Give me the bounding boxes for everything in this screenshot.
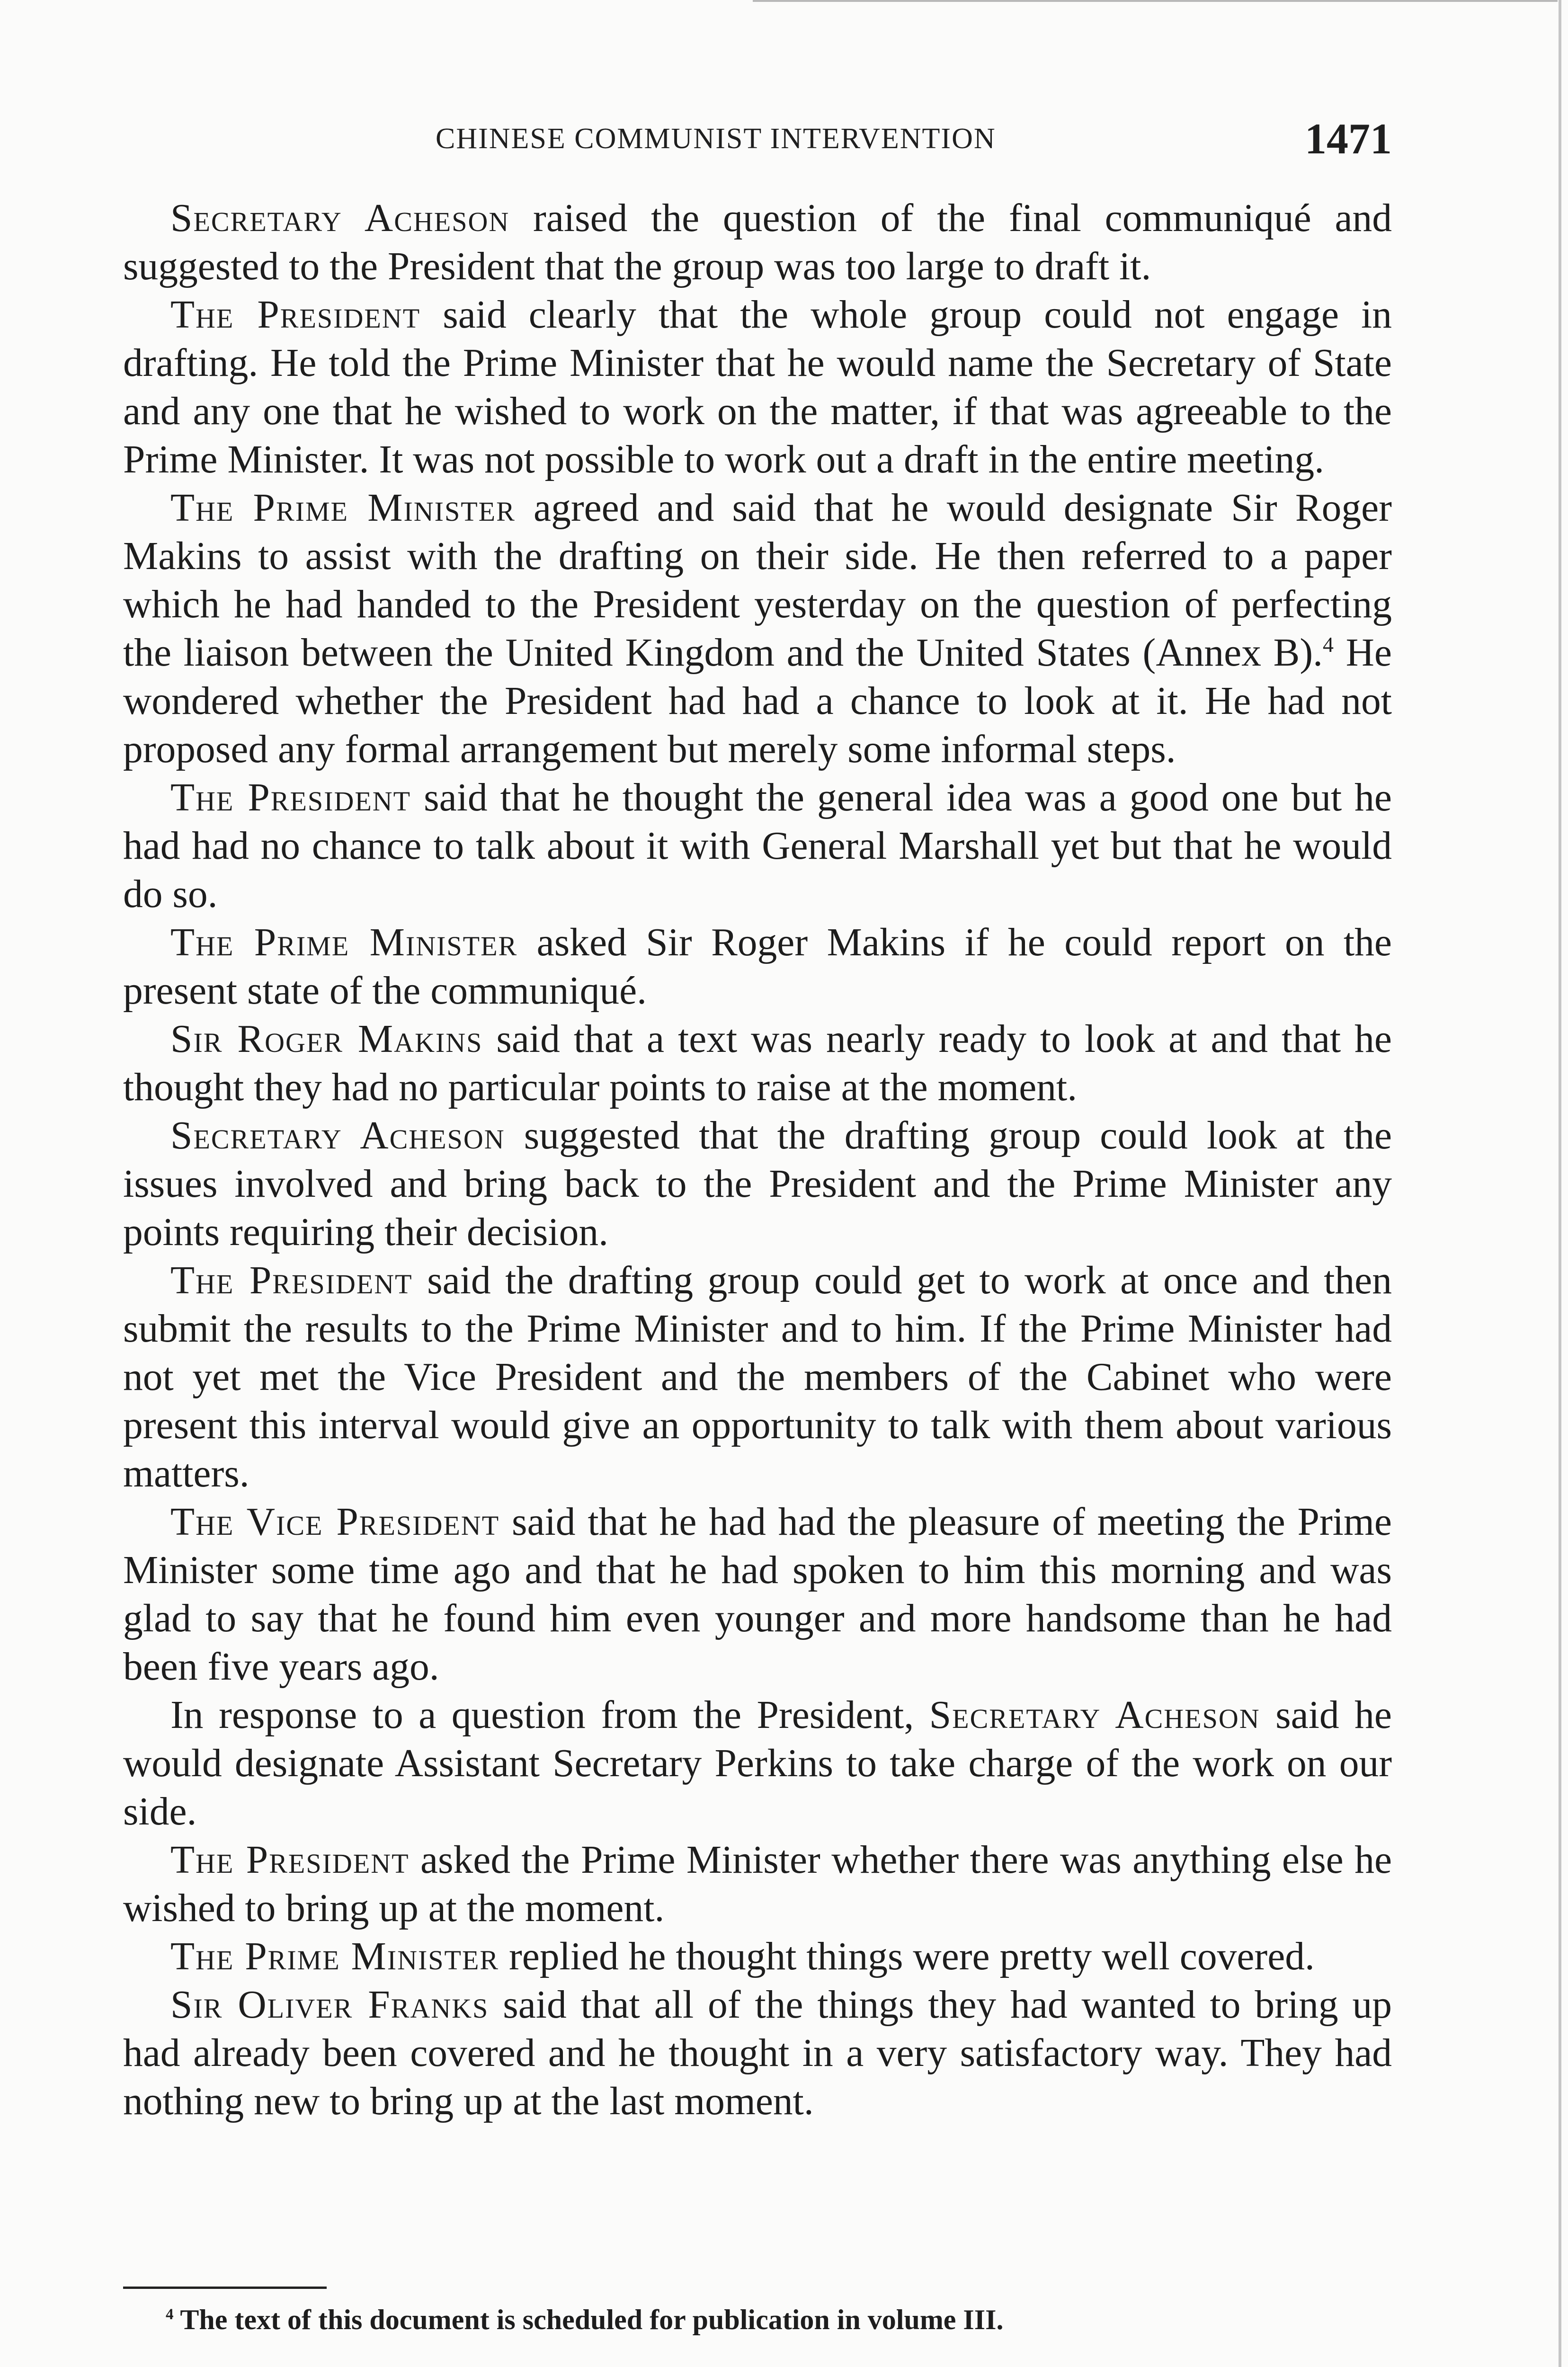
footnote-divider [123,2287,327,2289]
paragraph-10 [123,1691,1392,1836]
paragraph-9 [123,1498,1392,1691]
speaker-name: Secretary Acheson [929,1693,1260,1737]
paragraph-11 [123,1836,1392,1932]
paragraph-text: said clearly that the whole group could not engage in drafting. He told the Prime Minister that he would name the Secretary of State and any one that he wished to work on the matter, if that was agreeable to the Prime Minister. It was not possible to work out a draft in the entire meeting. [123,293,1392,481]
speaker-name: The President [170,1259,413,1302]
paragraph-text: suggested that the drafting group could look at the issues involved and bring back to the President and the Prime Minister any points requiring their decision. [123,1114,1392,1254]
paragraph-7 [123,1112,1392,1256]
paragraph-2 [123,291,1392,484]
page-header [123,114,1392,170]
speaker-name: Sir Oliver Franks [170,1983,489,2027]
paragraph-lead-text: In response to a question from the President, [170,1693,929,1737]
footnote-text: The text of this document is scheduled for publication in volume III. [173,2304,1004,2335]
footnote [123,2301,1392,2339]
speaker-name: The Prime Minister [170,486,516,530]
paragraph-6 [123,1015,1392,1112]
paragraph-text-continued: He wondered whether the President had had a chance to look at it. He had not proposed any formal arrangement but merely some informal steps. [123,631,1392,771]
paragraph-8 [123,1256,1392,1498]
paragraph-text: said that all of the things they had wanted to bring up had already been covered and he thought in a very satisfactory way. They had nothing new to bring up at the last moment. [123,1983,1392,2123]
scan-top-edge [753,0,1558,2]
paragraph-text: asked Sir Roger Makins if he could report on the present state of the communiqué. [123,921,1392,1013]
paragraph-5 [123,918,1392,1015]
paragraph-text: agreed and said that he would designate Sir Roger Makins to assist with the drafting on their side. He then referred to a paper which he had handed to the President yesterday on the question of perfecting the liaison between the United Kingdom and the United States (Annex B). [123,486,1392,675]
speaker-name: The Prime Minister [170,1935,499,1978]
paragraph-text: said that a text was nearly ready to look at and that he thought they had no particular points to raise at the moment. [123,1017,1392,1109]
page-number: 1471 [1305,115,1392,163]
scan-right-edge [1559,0,1561,2367]
paragraph-13 [123,1981,1392,2126]
speaker-name: The Vice President [170,1500,500,1544]
footnote-number: 4 [166,2306,174,2323]
running-title: CHINESE COMMUNIST INTERVENTION [436,123,996,155]
footnote-reference[interactable]: 4 [1323,632,1334,657]
paragraph-text: replied he thought things were pretty well covered. [499,1935,1315,1978]
speaker-name: Sir Roger Makins [170,1017,483,1061]
speaker-name: Secretary Acheson [170,1114,505,1157]
speaker-name: The Prime Minister [170,921,518,964]
paragraph-text: asked the Prime Minister whether there was anything else he wished to bring up at the moment. [123,1838,1392,1930]
paragraph-text: said that he thought the general idea was a good one but he had had no chance to talk about it with General Marshall yet but that he would do so. [123,776,1392,916]
paragraph-text: said the drafting group could get to work at once and then submit the results to the Prime Minister and to him. If the Prime Minister had not yet met the Vice President and the members of the Cabinet who were present this interval would give an opportunity to talk with them about various matters. [123,1259,1392,1495]
speaker-name: The President [170,1838,410,1882]
paragraph-4 [123,774,1392,918]
speaker-name: The President [170,293,421,337]
paragraph-3 [123,484,1392,774]
speaker-name: Secretary Acheson [170,196,510,240]
paragraph-text: said that he had had the pleasure of meeting the Prime Minister some time ago and that he had spoken to him this morning and was glad to say that he found him even younger and more handsome than he had been five years ago. [123,1500,1392,1689]
speaker-name: The President [170,776,411,819]
paragraph-1 [123,194,1392,291]
paragraph-12 [123,1932,1392,1981]
document-body [123,194,1392,2126]
paragraph-text: raised the question of the final communiqué and suggested to the President that the group was too large to draft it. [123,196,1392,288]
paragraph-text: said he would designate Assistant Secretary Perkins to take charge of the work on our side. [123,1693,1392,1833]
